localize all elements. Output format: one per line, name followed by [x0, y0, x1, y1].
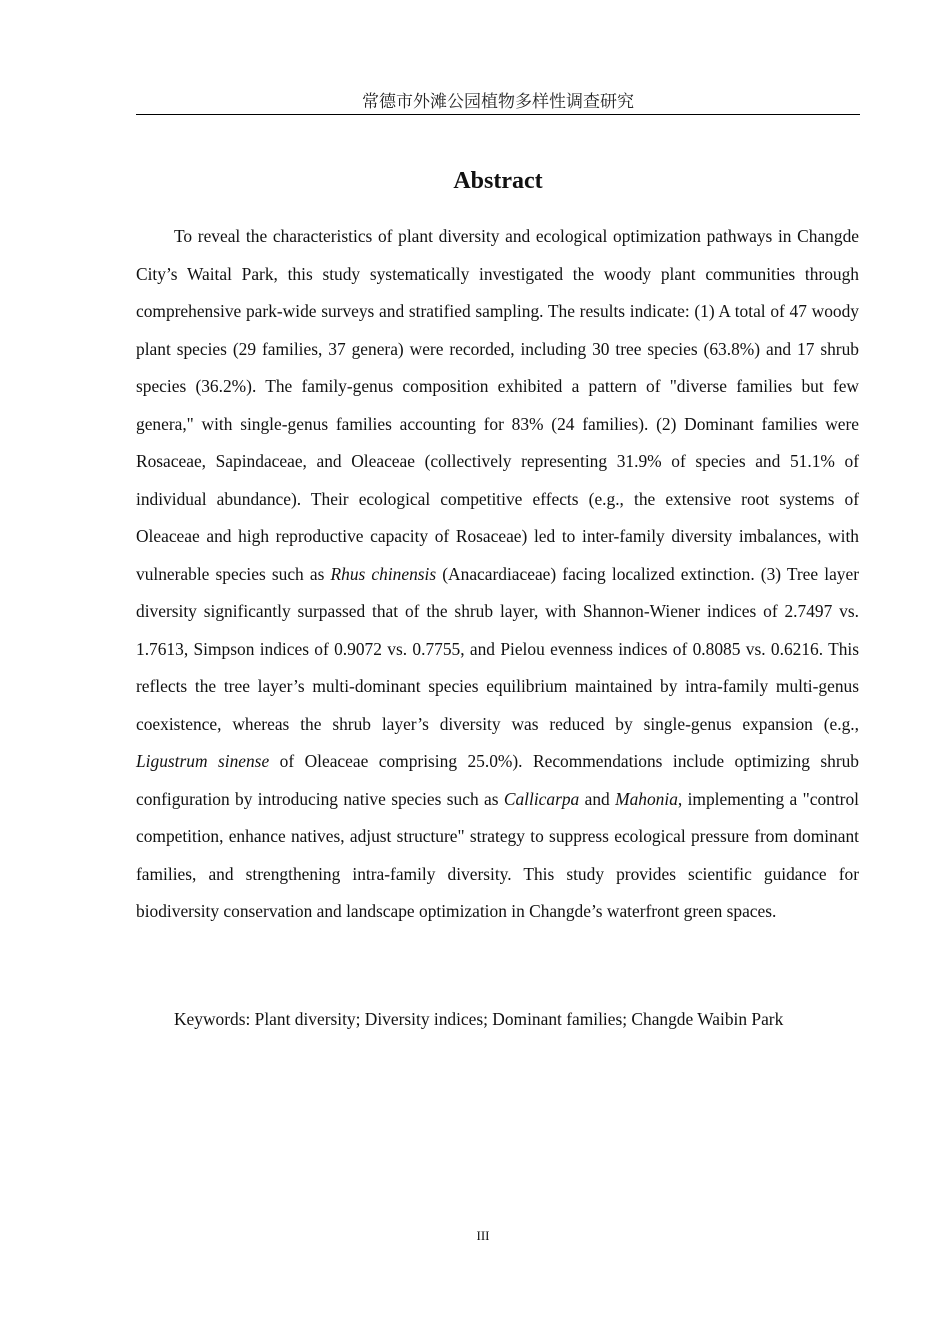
abstract-text-part-4: and	[579, 788, 616, 809]
genus-name-callicarpa: Callicarpa	[503, 788, 580, 809]
species-name-rhus-chinensis: Rhus chinensis	[330, 563, 437, 584]
genus-name-mahonia: Mahonia	[615, 788, 678, 809]
abstract-text-part-1: To reveal the characteristics of plant diversity and ecological optimization pathways in Changde City’s Waital Park, this study systematically investigated the woody plant communities through comprehensive park-wide surveys and stratified sampling. The results indicate: (1) A total of 47 woody plant species (29 families, 37 genera) were recorded, including 30 tree species (63.8%) and 17 shrub species (36.2%). The family-genus composition exhibited a pattern of "diverse families but few genera," with single-genus families accounting for 83% (24 families). (2) Dominant families were Rosaceae, Sapindaceae, and Oleaceae (collectively representing 31.9% of species and 51.1% of individual abundance). Their ecological competitive effects (e.g., the extensive root systems of Oleaceae and high reproductive capacity of Rosaceae) led to inter-family diversity imbalances, with vulnerable species such as	[136, 226, 859, 584]
page-title: Abstract	[453, 168, 543, 194]
species-name-ligustrum-sinense: Ligustrum sinense	[136, 751, 270, 771]
abstract-paragraph	[136, 218, 859, 931]
running-header: 常德市外滩公园植物多样性调查研究	[136, 92, 860, 115]
abstract-text-part-5: , implementing a "control competition, enhance natives, adjust structure" strategy to suppress ecological pressure from dominant families, and strengthening intra-family diversity. This study provides scientific guidance for biodiversity conservation and landscape optimization in Changde’s waterfront green spaces.	[136, 788, 860, 921]
page-number: III	[476, 1228, 490, 1243]
abstract-text-part-3: of Oleaceae comprising 25.0%). Recommendations include optimizing shrub configuration by introducing native species such as	[136, 751, 860, 809]
abstract-text-part-2: (Anacardiaceae) facing localized extinction. (3) Tree layer diversity significantly surpassed that of the shrub layer, with Shannon-Wiener indices of 2.7497 vs. 1.7613, Simpson indices of 0.9072 vs. 0.7755, and Pielou evenness indices of 0.8085 vs. 0.6216. This reflects the tree layer’s multi-dominant species equilibrium maintained by intra-family multi-genus coexistence, whereas the shrub layer’s diversity was reduced by single-genus expansion (e.g.,	[136, 563, 860, 734]
keywords-line: Keywords: Plant diversity; Diversity indices; Dominant families; Changde Waibin Park	[174, 1009, 784, 1029]
